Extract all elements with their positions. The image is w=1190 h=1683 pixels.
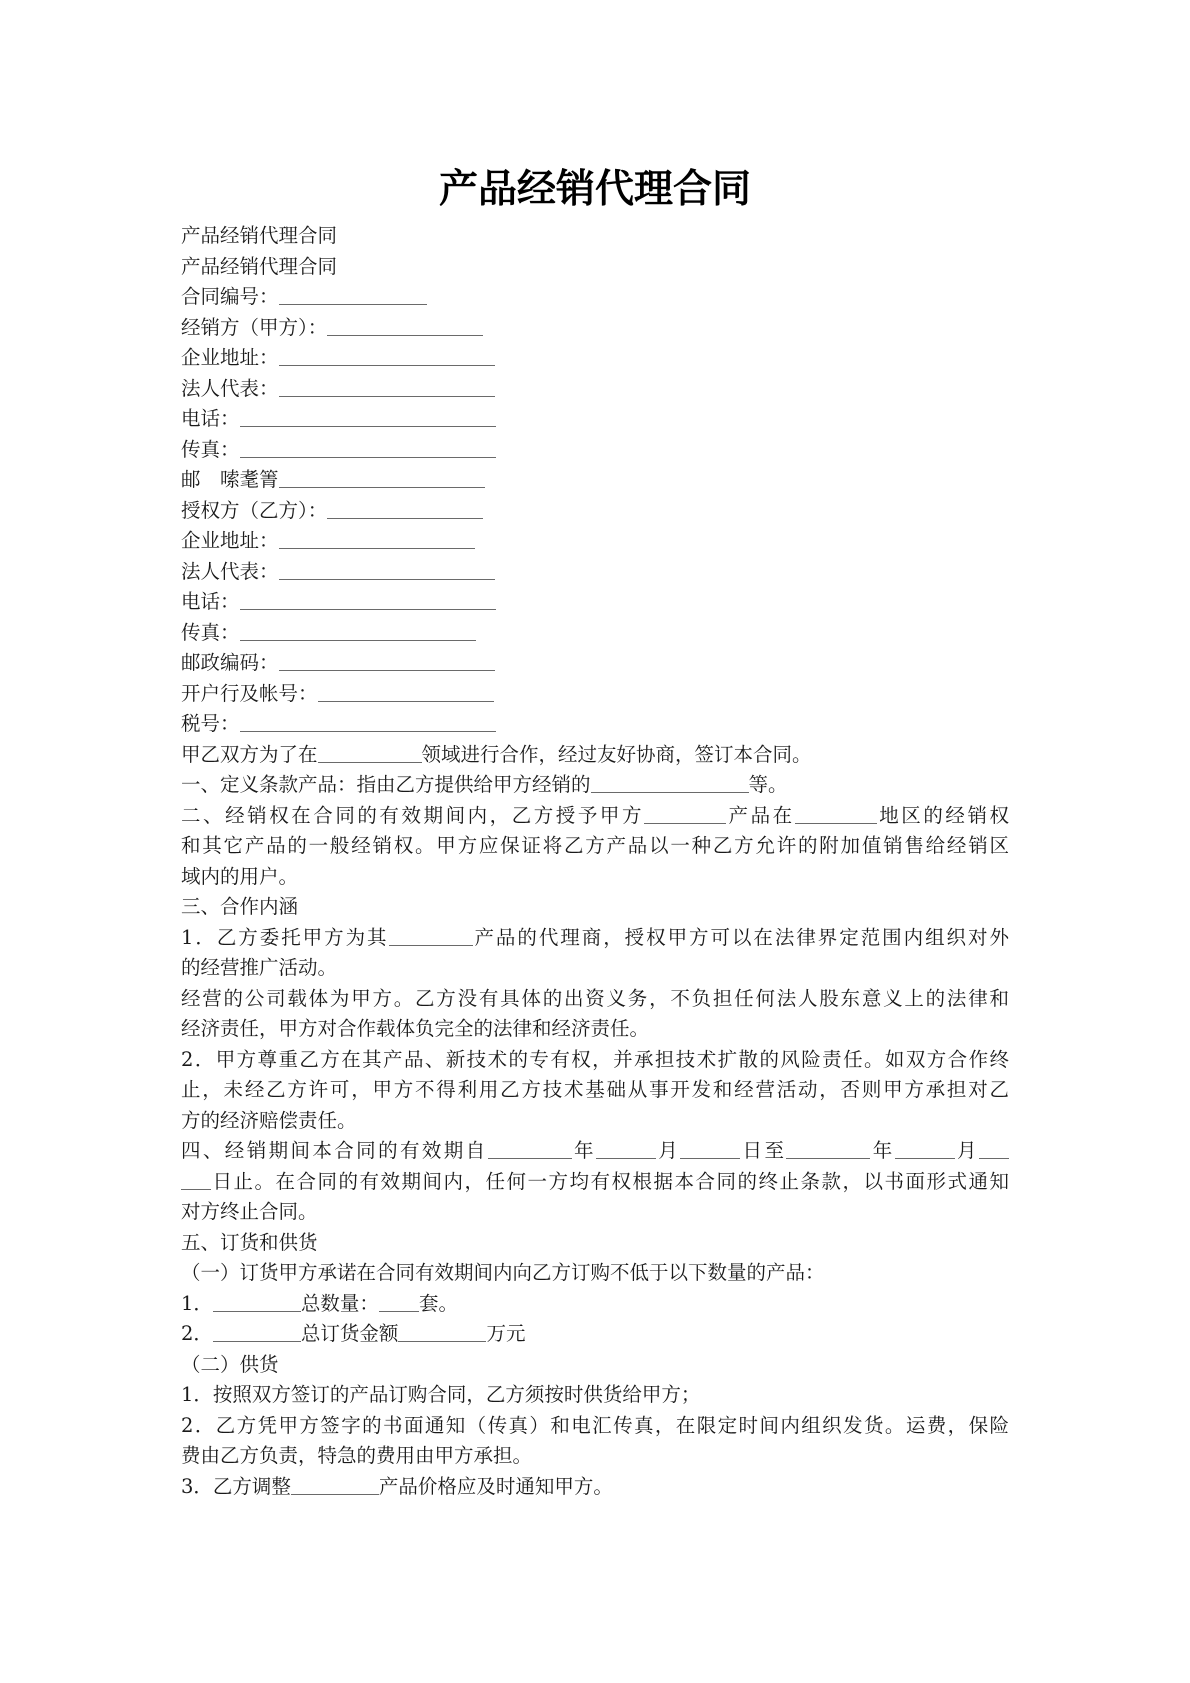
fill-in-blank	[644, 805, 726, 824]
line-text: 2．乙方凭甲方签字的书面通知（传真）和电汇传真，在限定时间内组织发货。运费，保险	[181, 1413, 1009, 1437]
document-line	[181, 1258, 1009, 1289]
line-text: 日至	[740, 1139, 787, 1162]
document-line	[181, 1411, 1009, 1442]
line-text: 传真：	[181, 437, 240, 461]
document-line	[181, 1167, 1009, 1198]
line-text: （二）供货	[181, 1352, 279, 1376]
line-text: 产品经销代理合同	[181, 254, 338, 278]
fill-in-blank	[240, 591, 496, 610]
line-text: 月	[655, 1139, 681, 1162]
document-line	[181, 770, 1009, 801]
document-line	[181, 892, 1009, 923]
line-text: 总订货金额	[300, 1322, 399, 1345]
document-line	[181, 1228, 1009, 1259]
document-line	[181, 831, 1009, 862]
line-text: 三、合作内涵	[181, 895, 299, 918]
line-text: 总数量：	[300, 1291, 379, 1315]
fill-in-blank	[279, 286, 427, 305]
fill-in-blank	[279, 347, 495, 366]
fill-in-blank	[318, 744, 422, 763]
fill-in-blank	[398, 1323, 486, 1342]
document-line	[181, 313, 1009, 344]
line-text: 地区的经销权	[876, 803, 1009, 827]
fill-in-blank	[279, 530, 475, 549]
fill-in-blank	[240, 439, 496, 458]
fill-in-blank	[591, 774, 749, 793]
line-text: 产品在	[726, 803, 795, 827]
line-text: 和其它产品的一般经销权。甲方应保证将乙方产品以一种乙方允许的附加值销售给经销区	[181, 834, 1009, 857]
fill-in-blank	[786, 1140, 870, 1159]
line-text: 法人代表：	[181, 559, 279, 583]
document-line	[181, 862, 1009, 893]
line-text: 四、经销期间本合同的有效期自	[181, 1139, 488, 1162]
document-line	[181, 526, 1009, 557]
document-line	[181, 374, 1009, 405]
line-text: 领域进行合作，经过友好协商，签订本合同。	[421, 742, 812, 766]
fill-in-blank	[596, 1140, 656, 1159]
fill-in-blank	[318, 683, 494, 702]
line-text: 电话：	[181, 590, 240, 613]
line-text: 域内的用户。	[181, 864, 299, 888]
document-line	[181, 1380, 1009, 1411]
document-line	[181, 1472, 1009, 1503]
line-text: 经营的公司载体为甲方。乙方没有具体的出资义务，不负担任何法人股东意义上的法律和	[181, 986, 1009, 1010]
document-line	[181, 1441, 1009, 1472]
line-text: 日止。在合同的有效期间内，任何一方均有权根据本合同的终止条款，以书面形式通知	[211, 1169, 1009, 1193]
line-text: 经济责任，甲方对合作载体负完全的法律和经济责任。	[181, 1017, 650, 1040]
document-line	[181, 1197, 1009, 1228]
document-line	[181, 252, 1009, 283]
line-text: 法人代表：	[181, 376, 279, 400]
fill-in-blank	[279, 469, 485, 488]
line-text: 开户行及帐号：	[181, 681, 318, 705]
document-line	[181, 618, 1009, 649]
document-line	[181, 1319, 1009, 1350]
line-text: 经销方（甲方）：	[181, 315, 328, 339]
fill-in-blank	[279, 561, 495, 580]
fill-in-blank	[680, 1140, 740, 1159]
document-line	[181, 679, 1009, 710]
line-text: 产品价格应及时通知甲方。	[378, 1474, 613, 1498]
line-text: 邮政编码：	[181, 651, 279, 674]
document-line	[181, 1045, 1009, 1076]
document-line	[181, 709, 1009, 740]
document-line	[181, 1289, 1009, 1320]
document-line	[181, 740, 1009, 771]
line-text: 1．按照双方签订的产品订购合同，乙方须按时供货给甲方；	[181, 1383, 701, 1406]
line-text: 企业地址：	[181, 346, 279, 369]
fill-in-blank	[279, 652, 495, 671]
document-body	[181, 221, 1009, 1502]
fill-in-blank	[895, 1140, 955, 1159]
line-text: 传真：	[181, 620, 240, 644]
line-text: 产品经销代理合同	[181, 224, 338, 247]
line-text: 2．	[181, 1322, 213, 1345]
document-title: 产品经销代理合同	[438, 167, 751, 212]
fill-in-blank	[240, 408, 496, 427]
line-text: 止，未经乙方许可，甲方不得利用乙方技术基础从事开发和经营活动，否则甲方承担对乙	[181, 1078, 1009, 1101]
document-line	[181, 1136, 1009, 1167]
line-text: 方的经济赔偿责任。	[181, 1108, 357, 1132]
line-text: 甲乙双方为了在	[181, 742, 318, 766]
fill-in-blank	[181, 1171, 211, 1190]
document-line	[181, 801, 1009, 832]
document-line	[181, 343, 1009, 374]
line-text: 税号：	[181, 712, 240, 735]
fill-in-blank	[327, 500, 483, 519]
document-line	[181, 557, 1009, 588]
line-text: 企业地址：	[181, 529, 279, 552]
line-text: 年	[571, 1139, 596, 1162]
document-line	[181, 404, 1009, 435]
line-text: 合同编号：	[181, 285, 279, 308]
line-text: 产品的代理商，授权甲方可以在法律界定范围内组织对外	[472, 925, 1009, 949]
document-line	[181, 435, 1009, 466]
line-text: 万元	[486, 1322, 526, 1345]
document-line	[181, 221, 1009, 252]
line-text: 年	[870, 1139, 895, 1162]
fill-in-blank	[291, 1476, 379, 1495]
line-text: 授权方（乙方）：	[181, 498, 328, 522]
line-text: 二、经销权在合同的有效期间内，乙方授予甲方	[181, 803, 644, 827]
document-line	[181, 1075, 1009, 1106]
line-text: 费由乙方负责，特急的费用由甲方承担。	[181, 1444, 533, 1467]
fill-in-blank	[240, 713, 496, 732]
fill-in-blank	[795, 805, 877, 824]
line-text: （一）订货甲方承诺在合同有效期间内向乙方订购不低于以下数量的产品：	[181, 1261, 825, 1284]
line-text: 1．乙方委托甲方为其	[181, 925, 389, 949]
line-text: 邮 嗦耄箐	[181, 468, 279, 491]
fill-in-blank	[240, 622, 476, 641]
line-text: 1．	[181, 1291, 213, 1315]
document-line	[181, 587, 1009, 618]
document-line	[181, 1014, 1009, 1045]
line-text: 五、订货和供货	[181, 1230, 318, 1254]
fill-in-blank	[327, 317, 483, 336]
line-text: 的经营推广活动。	[181, 956, 338, 979]
document-line	[181, 923, 1009, 954]
document-line	[181, 1350, 1009, 1381]
line-text: 一、定义条款产品：指由乙方提供给甲方经销的	[181, 773, 591, 796]
fill-in-blank	[213, 1293, 301, 1312]
line-text: 2．甲方尊重乙方在其产品、新技术的专有权，并承担技术扩散的风险责任。如双方合作终	[181, 1047, 1009, 1071]
line-text: 月	[954, 1139, 979, 1162]
document-line	[181, 282, 1009, 313]
document-line	[181, 465, 1009, 496]
line-text: 等。	[748, 773, 788, 796]
document-line	[181, 1106, 1009, 1137]
fill-in-blank	[379, 1293, 419, 1312]
fill-in-blank	[389, 927, 473, 946]
fill-in-blank	[279, 378, 495, 397]
fill-in-blank	[488, 1140, 572, 1159]
fill-in-blank	[979, 1140, 1009, 1159]
document-line	[181, 648, 1009, 679]
line-text: 电话：	[181, 407, 240, 430]
line-text: 套。	[418, 1291, 458, 1315]
document-line	[181, 984, 1009, 1015]
document-line	[181, 953, 1009, 984]
fill-in-blank	[213, 1323, 301, 1342]
line-text: 对方终止合同。	[181, 1200, 318, 1223]
line-text: 3．乙方调整	[181, 1474, 291, 1498]
document-line	[181, 496, 1009, 527]
